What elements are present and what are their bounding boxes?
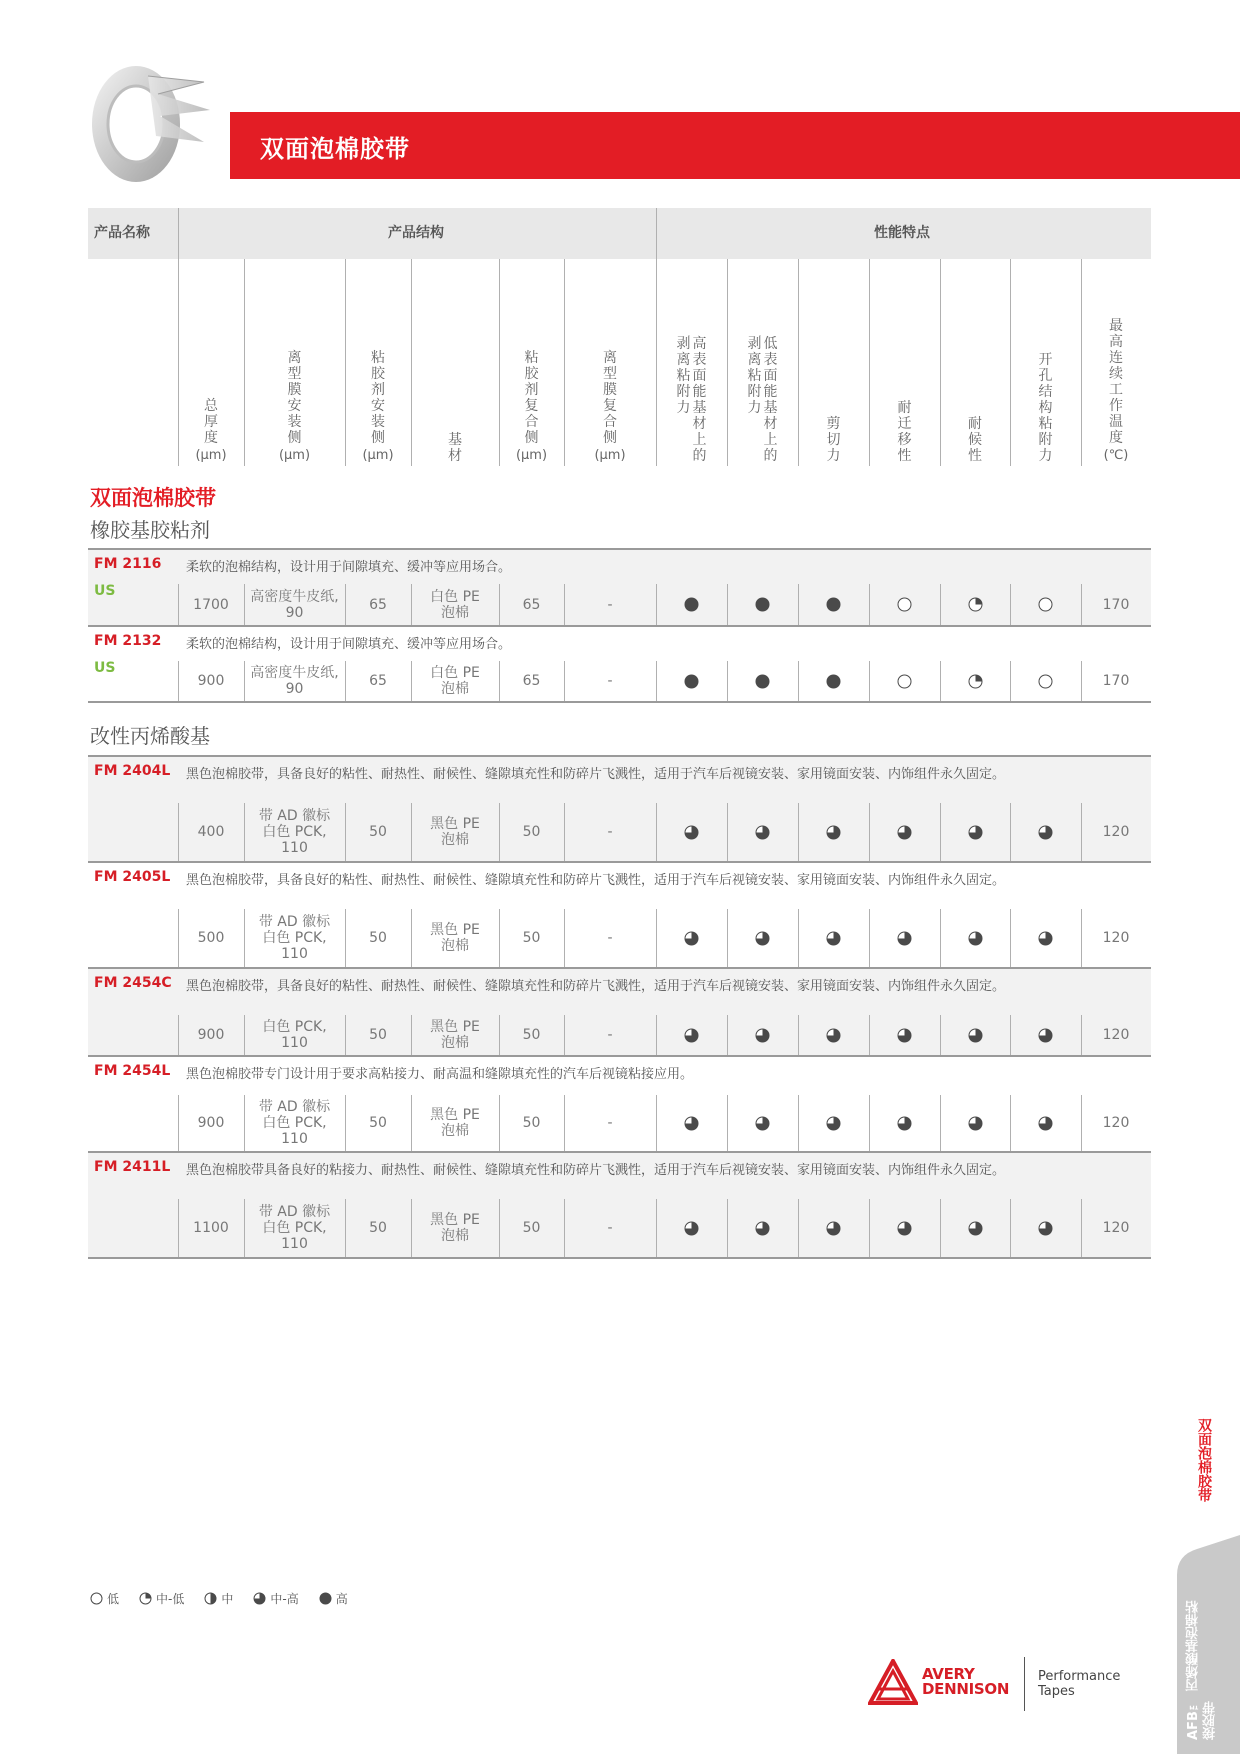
rating-icon bbox=[869, 1095, 940, 1151]
rating-icon bbox=[319, 1592, 332, 1605]
column-header bbox=[345, 350, 411, 464]
table-cell bbox=[1081, 1095, 1151, 1151]
product-name: FM 2411L bbox=[94, 1159, 171, 1175]
rating-icon bbox=[869, 1199, 940, 1257]
rating-icon bbox=[656, 909, 727, 967]
table-cell bbox=[499, 1095, 564, 1151]
column-header-text: 剥离粘附力 bbox=[676, 336, 691, 416]
table-cell-text: 65 bbox=[522, 596, 541, 613]
table-cell-text: 50 bbox=[369, 1220, 387, 1236]
product-row bbox=[88, 550, 1151, 627]
title-banner bbox=[230, 112, 1240, 179]
product-name: FM 2404L bbox=[94, 763, 171, 779]
table-cell-text: 黑色 PE 泡棉 bbox=[430, 1212, 480, 1244]
legend-label: 中-高 bbox=[270, 1592, 299, 1606]
header-band bbox=[88, 208, 1151, 259]
table-cell-text: 高密度牛皮纸, 90 bbox=[250, 665, 339, 697]
rating-icon bbox=[798, 803, 869, 861]
column-header bbox=[798, 416, 869, 464]
table-cell bbox=[1081, 1199, 1151, 1257]
rating-icon bbox=[1010, 1199, 1081, 1257]
product-row bbox=[88, 757, 1151, 863]
header-divider bbox=[178, 208, 179, 466]
column-header-text: 耐迁移性 bbox=[897, 400, 912, 464]
table-cell bbox=[1081, 909, 1151, 967]
table-cell-text: - bbox=[607, 1220, 613, 1236]
rating-icon bbox=[1010, 909, 1081, 967]
legend-item bbox=[319, 1590, 348, 1607]
rating-icon bbox=[940, 1199, 1010, 1257]
column-header bbox=[244, 350, 345, 464]
product-name: FM 2454L bbox=[94, 1063, 171, 1079]
column-header-text: 基材 bbox=[448, 432, 462, 464]
table-cell-text: 65 bbox=[369, 596, 387, 613]
product-description: 黑色泡棉胶带，具备良好的粘性、耐热性、耐候性、缝隙填充性和防碎片飞溅性，适用于汽车后视镜安装、家用镜面安装、内饰组件永久固定。 bbox=[186, 767, 1006, 782]
table-cell bbox=[1081, 661, 1151, 701]
header-column-divider bbox=[345, 259, 346, 466]
rating-icon bbox=[940, 909, 1010, 967]
table-cell bbox=[178, 803, 244, 861]
column-header bbox=[178, 398, 244, 464]
header-column-divider bbox=[499, 259, 500, 466]
legend-item bbox=[90, 1590, 119, 1607]
table-cell bbox=[345, 584, 411, 625]
table-cell bbox=[345, 1199, 411, 1257]
rating-icon bbox=[727, 661, 798, 701]
product-description: 柔软的泡棉结构，设计用于间隙填充、缓冲等应用场合。 bbox=[186, 560, 512, 575]
table-cell bbox=[564, 1015, 656, 1055]
column-header-unit: (℃) bbox=[1103, 448, 1129, 463]
header-column-divider bbox=[727, 259, 728, 466]
column-header-text: 离型膜复合侧 bbox=[603, 350, 617, 446]
table-cell-text: - bbox=[607, 1115, 613, 1131]
rating-icon bbox=[869, 1015, 940, 1055]
column-header-text: 低表面能基材上的 bbox=[763, 336, 778, 464]
rating-icon bbox=[798, 909, 869, 967]
table-cell-text: 高密度牛皮纸, 90 bbox=[250, 588, 339, 621]
product-row bbox=[88, 969, 1151, 1057]
logo-wordmark bbox=[922, 1667, 1009, 1697]
table-cell bbox=[345, 661, 411, 701]
rating-icon bbox=[1010, 1015, 1081, 1055]
table-cell bbox=[499, 1199, 564, 1257]
rating-icon bbox=[940, 1015, 1010, 1055]
table-cell-text: 50 bbox=[369, 1115, 387, 1131]
region-badge: US bbox=[94, 583, 116, 599]
table-cell bbox=[1081, 584, 1151, 625]
product-name: FM 2132 bbox=[94, 633, 162, 649]
table-cell bbox=[345, 803, 411, 861]
table-header bbox=[88, 208, 1151, 466]
table-cell bbox=[564, 1199, 656, 1257]
logo-tagline bbox=[1038, 1669, 1120, 1699]
table-cell-text: 50 bbox=[369, 824, 387, 840]
table-cell bbox=[345, 1095, 411, 1151]
table-cell bbox=[499, 909, 564, 967]
table-cell bbox=[244, 1199, 345, 1257]
column-header bbox=[564, 350, 656, 464]
rating-icon bbox=[1010, 803, 1081, 861]
rating-icon bbox=[656, 584, 727, 625]
table-cell bbox=[411, 584, 499, 625]
table-cell bbox=[564, 909, 656, 967]
table-cell-text: 50 bbox=[522, 824, 541, 840]
table-cell-text: 900 bbox=[197, 1027, 225, 1043]
table-cell-text: 120 bbox=[1102, 1115, 1130, 1131]
rating-icon bbox=[656, 661, 727, 701]
column-header-unit: (μm) bbox=[195, 448, 227, 463]
logo-line1: AVERY bbox=[922, 1665, 975, 1683]
rating-icon bbox=[798, 1199, 869, 1257]
table-cell bbox=[411, 909, 499, 967]
avery-triangle-icon bbox=[868, 1659, 918, 1705]
table-cell bbox=[564, 1095, 656, 1151]
column-header bbox=[499, 350, 564, 464]
side-section-label: 双面泡棉胶带 bbox=[1196, 1418, 1212, 1502]
column-header bbox=[1081, 318, 1151, 464]
table-cell-text: 170 bbox=[1102, 673, 1130, 689]
rating-icon bbox=[656, 803, 727, 861]
rating-icon bbox=[204, 1592, 217, 1605]
rating-icon bbox=[798, 584, 869, 625]
table-cell-text: 500 bbox=[197, 930, 225, 946]
rating-icon bbox=[90, 1592, 103, 1605]
rating-icon bbox=[940, 661, 1010, 701]
table-cell bbox=[411, 1095, 499, 1151]
column-header bbox=[411, 432, 499, 464]
product-row bbox=[88, 863, 1151, 969]
product-description: 黑色泡棉胶带，具备良好的粘性、耐热性、耐候性、缝隙填充性和防碎片飞溅性，适用于汽车后视镜安装、家用镜面安装、内饰组件永久固定。 bbox=[186, 873, 1006, 888]
header-structure: 产品结构 bbox=[388, 225, 444, 241]
tagline-line1: Performance bbox=[1038, 1669, 1121, 1684]
column-header-text: 离型膜安装侧 bbox=[287, 350, 302, 446]
legend-label: 低 bbox=[107, 1592, 120, 1606]
product-row bbox=[88, 1057, 1151, 1153]
header-column-divider bbox=[411, 259, 412, 466]
table-cell-text: 120 bbox=[1102, 1220, 1130, 1236]
group-title: 改性丙烯酸基 bbox=[90, 724, 210, 748]
table-cell-text: 120 bbox=[1102, 1027, 1130, 1043]
rating-icon bbox=[139, 1592, 152, 1605]
table-cell-text: 120 bbox=[1102, 824, 1130, 840]
table-cell bbox=[411, 661, 499, 701]
rating-icon bbox=[798, 1015, 869, 1055]
table-cell bbox=[244, 1095, 345, 1151]
table-cell bbox=[411, 803, 499, 861]
table-cell-text: 50 bbox=[522, 1220, 541, 1236]
row-bottom-line bbox=[88, 1257, 1151, 1259]
logo-line2: DENNISON bbox=[922, 1680, 1010, 1698]
rating-icon bbox=[798, 661, 869, 701]
header-column-divider bbox=[1081, 259, 1082, 466]
tab-label: AFB™ 丙烯酸基泡棉粘接胶带 bbox=[1186, 1600, 1218, 1740]
header-column-divider bbox=[564, 259, 565, 466]
column-header-text: 总厚度 bbox=[204, 398, 218, 446]
rating-icon bbox=[727, 803, 798, 861]
table-cell bbox=[345, 909, 411, 967]
table-cell bbox=[499, 803, 564, 861]
column-header-unit: (μm) bbox=[278, 448, 311, 463]
table-cell-text: - bbox=[607, 824, 613, 840]
product-description: 黑色泡棉胶带具备良好的粘接力、耐热性、耐候性、缝隙填充性和防碎片飞溅性，适用于汽车后视镜安装、家用镜面安装、内饰组件永久固定。 bbox=[186, 1163, 1006, 1178]
rating-icon bbox=[656, 1199, 727, 1257]
header-column-divider bbox=[656, 259, 657, 466]
table-cell-text: 400 bbox=[197, 824, 225, 840]
product-row bbox=[88, 1153, 1151, 1259]
column-header bbox=[656, 336, 727, 464]
group-title: 橡胶基胶粘剂 bbox=[90, 518, 210, 542]
header-column-divider bbox=[798, 259, 799, 466]
table-cell bbox=[411, 1199, 499, 1257]
table-cell bbox=[1081, 803, 1151, 861]
table-cell bbox=[244, 584, 345, 625]
table-cell-text: 50 bbox=[522, 930, 541, 946]
rating-icon bbox=[656, 1095, 727, 1151]
table-cell bbox=[178, 1199, 244, 1257]
column-header-text: 最高连续工作温度 bbox=[1109, 318, 1123, 446]
table-cell-text: 黑色 PE 泡棉 bbox=[430, 816, 480, 848]
table-cell-text: 黑色 PE 泡棉 bbox=[430, 1107, 480, 1139]
rating-icon bbox=[1010, 584, 1081, 625]
header-product-name: 产品名称 bbox=[94, 225, 150, 241]
column-header-unit: (μm) bbox=[594, 448, 626, 463]
table-cell-text: 170 bbox=[1102, 596, 1130, 613]
product-name: FM 2405L bbox=[94, 869, 171, 885]
rating-icon bbox=[727, 1015, 798, 1055]
product-description: 黑色泡棉胶带专门设计用于要求高粘接力、耐高温和缝隙填充性的汽车后视镜粘接应用。 bbox=[186, 1067, 694, 1082]
column-header-text: 剥离粘附力 bbox=[747, 336, 762, 416]
column-header-text: 高表面能基材上的 bbox=[692, 336, 707, 464]
rating-icon bbox=[869, 584, 940, 625]
header-column-divider bbox=[869, 259, 870, 466]
header-column-divider bbox=[244, 259, 245, 466]
column-header-unit: (μm) bbox=[362, 448, 394, 463]
table-cell bbox=[244, 909, 345, 967]
column-header-unit: (μm) bbox=[515, 448, 548, 463]
table-cell-text: - bbox=[607, 673, 613, 689]
rating-icon bbox=[1010, 661, 1081, 701]
tagline-line2: Tapes bbox=[1038, 1684, 1075, 1699]
rating-icon bbox=[727, 909, 798, 967]
legend-item bbox=[139, 1590, 184, 1607]
table-cell bbox=[178, 909, 244, 967]
table-cell bbox=[244, 803, 345, 861]
table-cell-text: 带 AD 徽标 白色 PCK, 110 bbox=[258, 1099, 331, 1147]
table-cell-text: 1100 bbox=[193, 1220, 229, 1236]
rating-icon bbox=[656, 1015, 727, 1055]
table-cell-text: 50 bbox=[522, 1027, 541, 1043]
table-cell-text: 50 bbox=[369, 930, 387, 946]
table-cell-text: 120 bbox=[1102, 930, 1130, 946]
product-name: FM 2454C bbox=[94, 975, 172, 991]
tape-roll-icon bbox=[86, 58, 216, 184]
column-header-text: 粘胶剂安装侧 bbox=[371, 350, 385, 446]
table-cell-text: - bbox=[607, 596, 613, 613]
table-cell-text: 1700 bbox=[193, 596, 229, 613]
table-cell bbox=[244, 1015, 345, 1055]
rating-legend bbox=[90, 1590, 348, 1607]
page-title: 双面泡棉胶带 bbox=[260, 135, 410, 163]
table-cell bbox=[345, 1015, 411, 1055]
table-cell bbox=[564, 803, 656, 861]
table-cell bbox=[1081, 1015, 1151, 1055]
table-cell-text: 900 bbox=[197, 673, 225, 689]
section-title: 双面泡棉胶带 bbox=[90, 486, 216, 510]
column-header-text: 粘胶剂复合侧 bbox=[524, 350, 539, 446]
column-header bbox=[727, 336, 798, 464]
table-cell-text: 65 bbox=[522, 673, 541, 689]
table-cell bbox=[499, 1015, 564, 1055]
table-cell bbox=[411, 1015, 499, 1055]
column-header-text: 剪切力 bbox=[826, 416, 841, 464]
table-cell-text: 黑色 PE 泡棉 bbox=[430, 922, 480, 954]
rating-icon bbox=[869, 909, 940, 967]
rating-icon bbox=[940, 584, 1010, 625]
table-cell-text: 65 bbox=[369, 673, 387, 689]
column-header bbox=[940, 416, 1010, 464]
legend-label: 中-低 bbox=[156, 1592, 185, 1606]
rating-icon bbox=[869, 661, 940, 701]
rating-icon bbox=[1010, 1095, 1081, 1151]
legend-label: 高 bbox=[335, 1592, 348, 1606]
table-cell bbox=[178, 584, 244, 625]
table-cell-text: 900 bbox=[197, 1115, 225, 1131]
rating-icon bbox=[869, 803, 940, 861]
column-header-text: 耐候性 bbox=[968, 416, 982, 464]
legend-label: 中 bbox=[221, 1592, 234, 1606]
table-cell bbox=[178, 1015, 244, 1055]
rating-icon bbox=[727, 1095, 798, 1151]
table-cell-text: 50 bbox=[522, 1115, 541, 1131]
column-header bbox=[1010, 352, 1081, 464]
rating-icon bbox=[940, 803, 1010, 861]
header-column-divider bbox=[940, 259, 941, 466]
table-cell-text: 带 AD 徽标 白色 PCK, 110 bbox=[258, 1204, 331, 1252]
table-cell-text: 白色 PE 泡棉 bbox=[430, 588, 480, 621]
table-cell bbox=[178, 1095, 244, 1151]
product-row bbox=[88, 627, 1151, 703]
table-cell-text: 黑色 PE 泡棉 bbox=[430, 1019, 480, 1051]
legend-item bbox=[204, 1590, 233, 1607]
row-bottom-line bbox=[88, 701, 1151, 703]
rating-icon bbox=[253, 1592, 266, 1605]
table-cell bbox=[499, 661, 564, 701]
rating-icon bbox=[727, 1199, 798, 1257]
legend-item bbox=[253, 1590, 298, 1607]
avery-dennison-logo bbox=[868, 1655, 1121, 1711]
rating-icon bbox=[798, 1095, 869, 1151]
column-header-text: 开孔结构粘附力 bbox=[1038, 352, 1053, 464]
table-cell-text: - bbox=[607, 930, 613, 946]
product-name: FM 2116 bbox=[94, 556, 162, 572]
table-cell bbox=[244, 661, 345, 701]
table-cell bbox=[499, 584, 564, 625]
header-column-divider bbox=[1010, 259, 1011, 466]
table-cell-text: 白色 PE 泡棉 bbox=[430, 665, 480, 697]
rating-icon bbox=[940, 1095, 1010, 1151]
table-cell-text: - bbox=[607, 1027, 613, 1043]
rating-icon bbox=[727, 584, 798, 625]
table-cell-text: 带 AD 徽标 白色 PCK, 110 bbox=[258, 808, 331, 856]
table-cell bbox=[564, 584, 656, 625]
table-cell bbox=[564, 661, 656, 701]
table-cell-text: 50 bbox=[369, 1027, 387, 1043]
table-cell-text: 白色 PCK, 110 bbox=[262, 1019, 327, 1051]
header-performance: 性能特点 bbox=[874, 225, 930, 241]
table-cell-text: 带 AD 徽标 白色 PCK, 110 bbox=[258, 914, 331, 962]
region-badge: US bbox=[94, 660, 116, 676]
logo-divider bbox=[1024, 1657, 1025, 1711]
column-header bbox=[869, 400, 940, 464]
product-description: 柔软的泡棉结构，设计用于间隙填充、缓冲等应用场合。 bbox=[186, 637, 512, 652]
table-cell bbox=[178, 661, 244, 701]
product-description: 黑色泡棉胶带，具备良好的粘性、耐热性、耐候性、缝隙填充性和防碎片飞溅性，适用于汽车后视镜安装、家用镜面安装、内饰组件永久固定。 bbox=[186, 979, 1006, 994]
